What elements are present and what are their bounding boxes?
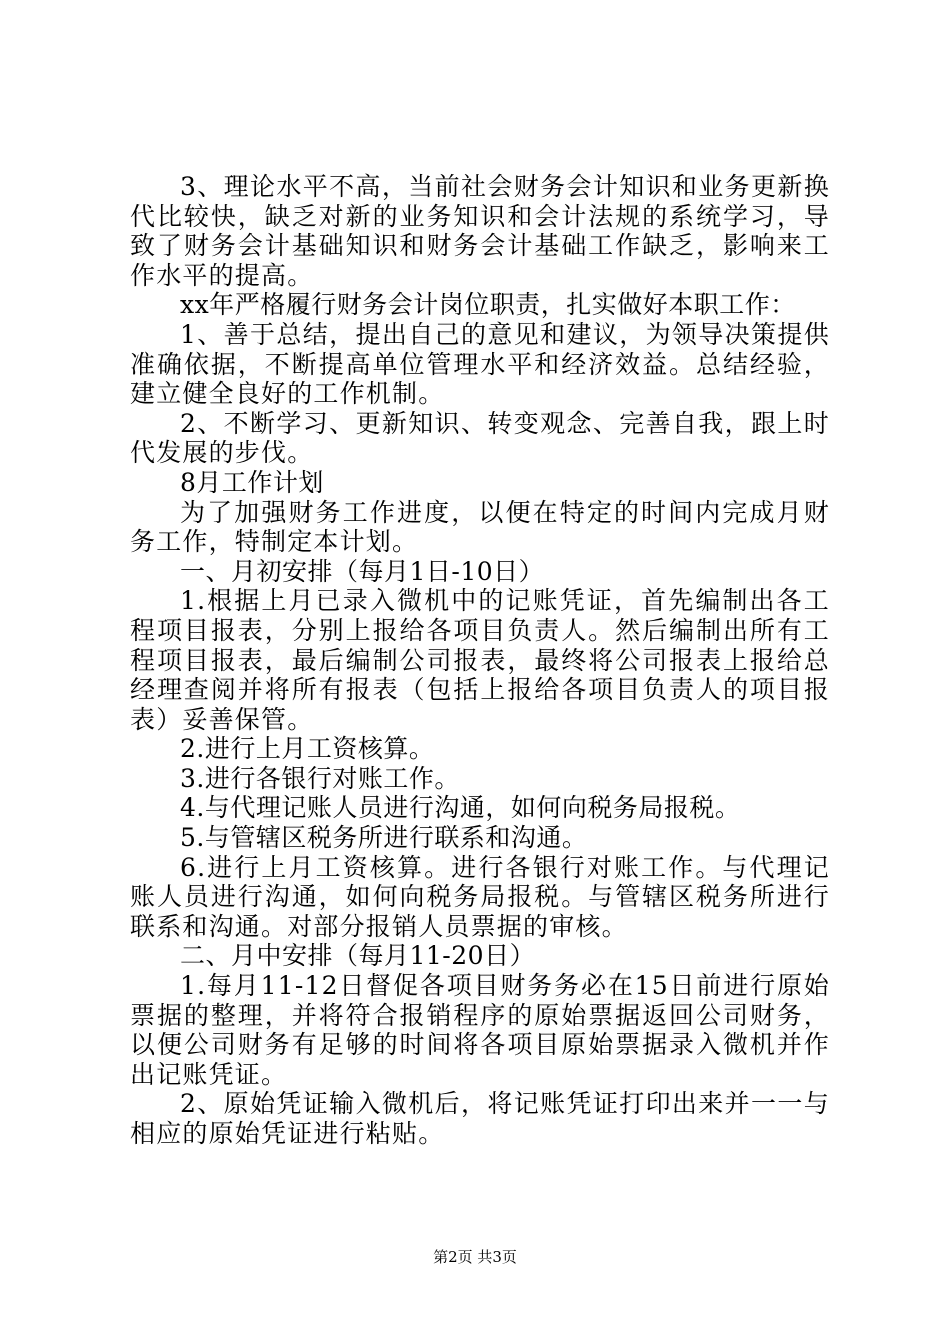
paragraph-mid-month-item-2: 2、原始凭证输入微机后，将记账凭证打印出来并一一与相应的原始凭证进行粘贴。 <box>130 1089 830 1148</box>
paragraph-mid-month-item-1: 1.每月11-12日督促各项目财务务必在15日前进行原始票据的整理，并将符合报销程序的原始票据返回公司财务，以便公司财务有足够的时间将各项目原始票据录入微机并作出记账凭证。 <box>130 971 830 1089</box>
paragraph-early-month-item-6: 6.进行上月工资核算。进行各银行对账工作。与代理记账人员进行沟通，如何向税务局报税。与管辖区税务所进行联系和沟通。对部分报销人员票据的审核。 <box>130 852 830 941</box>
paragraph-xx-year-duties: xx年严格履行财务会计岗位职责，扎实做好本职工作： <box>180 290 796 320</box>
paragraph-continuous-learning: 2、不断学习、更新知识、转变观念、完善自我，跟上时代发展的步伐。 <box>130 408 830 468</box>
paragraph-summary-suggestions: 1、善于总结，提出自己的意见和建议，为领导决策提供准确依据，不断提高单位管理水平和经济效益。总结经验，建立健全良好的工作机制。 <box>130 319 830 409</box>
section-title-august-plan: 8月工作计划 <box>180 467 324 497</box>
paragraph-early-month-item-1: 1.根据上月已录入微机中的记账凭证，首先编制出各工程项目报表，分别上报给各项目负责人。然后编制出所有工程项目报表，最后编制公司报表，最终将公司报表上报给总经理查阅并将所有报表（包括上报给各项目负责人的项目报表）妥善保管。 <box>130 586 830 734</box>
page-footer: 第2页 共3页 <box>433 1248 517 1266</box>
document-body <box>130 172 830 1149</box>
paragraph-early-month-item-3: 3.进行各银行对账工作。 <box>180 763 460 793</box>
section-heading-mid-month: 二、月中安排（每月11-20日） <box>180 941 536 971</box>
paragraph-early-month-item-5: 5.与管辖区税务所进行联系和沟通。 <box>180 823 588 853</box>
paragraph-plan-purpose: 为了加强财务工作进度，以便在特定的时间内完成月财务工作，特制定本计划。 <box>130 497 830 557</box>
paragraph-early-month-item-4: 4.与代理记账人员进行沟通，如何向税务局报税。 <box>180 793 741 823</box>
section-heading-early-month: 一、月初安排（每月1日-10日） <box>180 556 545 586</box>
paragraph-early-month-item-2: 2.进行上月工资核算。 <box>180 734 435 764</box>
paragraph-theory-level: 3、理论水平不高，当前社会财务会计知识和业务更新换代比较快，缺乏对新的业务知识和会计法规的系统学习，导致了财务会计基础知识和财务会计基础工作缺乏，影响来工作水平的提高。 <box>130 172 830 290</box>
